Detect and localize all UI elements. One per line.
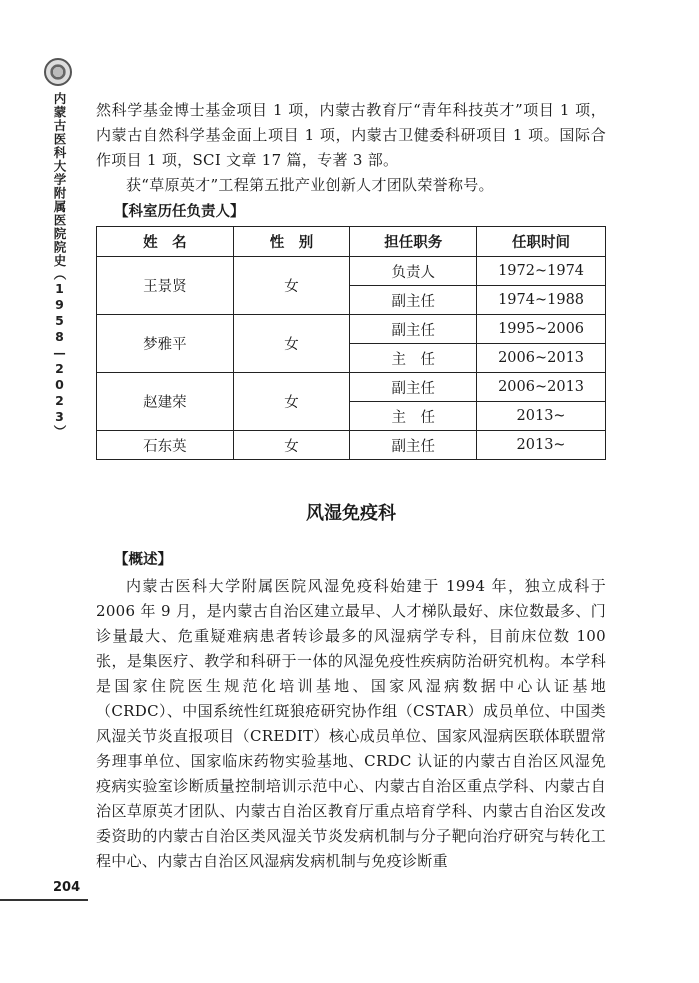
page-number-rule xyxy=(0,899,88,901)
leaders-table xyxy=(96,226,606,460)
leader-tenure-cell: 1974~1988 xyxy=(477,286,606,315)
leader-name-cell: 王景贤 xyxy=(97,257,234,315)
leader-position-cell: 负责人 xyxy=(350,257,477,286)
leader-gender-cell: 女 xyxy=(233,373,350,431)
leader-gender-cell: 女 xyxy=(233,257,350,315)
intro-paragraph: 获“草原英才”工程第五批产业创新人才团队荣誉称号。 xyxy=(126,176,494,194)
leader-position-cell: 主 任 xyxy=(350,344,477,373)
leader-position-cell: 副主任 xyxy=(350,373,477,402)
leader-position-cell: 副主任 xyxy=(350,431,477,460)
department-title: 风湿免疫科 xyxy=(306,503,396,524)
leader-position-cell: 副主任 xyxy=(350,315,477,344)
leaders-section-label: 【科室历任负责人】 xyxy=(114,204,245,220)
overview-paragraph: 内蒙古医科大学附属医院风湿免疫科始建于 1994 年，独立成科于 2006 年 9 月，是内蒙古自治区建立最早、人才梯队最好、床位数最多、门诊量最大、危重疑难病患者转诊最多的风湿病学专科，目前床位数 100 张，是集医疗、教学和科研于一体的风湿免疫性疾病防治研究机构。本学科是国家住院医生规范化培训基地、国家风湿病数据中心认证基地（CRDC）、中国系统性红斑狼疮研究协作组（CSTAR）成员单位、中国类风湿关节炎直报项目（CREDIT）核心成员单位、国家风湿病医联体联盟常务理事单位、国家临床药物实验基地、CRDC 认证的内蒙古自治区风湿免疫病实验室诊断质量控制培训示范中心、内蒙古自治区重点学科、内蒙古自治区草原英才团队、内蒙古自治区教育厅重点培育学科、内蒙古自治区发改委资助的内蒙古自治区类风湿关节炎发病机制与分子靶向治疗研究与转化工程中心、内蒙古自治区风湿病发病机制与免疫诊断重 xyxy=(96,577,606,870)
leader-tenure-cell: 2013~ xyxy=(477,431,606,460)
leader-gender-cell: 女 xyxy=(233,315,350,373)
leader-tenure-cell: 2013~ xyxy=(477,402,606,431)
hospital-seal-icon xyxy=(44,58,72,86)
table-row xyxy=(97,431,606,460)
leader-position-cell: 主 任 xyxy=(350,402,477,431)
table-row xyxy=(97,315,606,344)
leader-tenure-cell: 2006~2013 xyxy=(477,344,606,373)
intro-paragraphs xyxy=(96,98,606,198)
header-tenure: 任职时间 xyxy=(477,227,606,257)
running-head: 内蒙古医科大学附属医院院史（1958—2023） xyxy=(52,92,67,439)
header-name: 姓 名 xyxy=(97,227,234,257)
leader-name-cell: 梦雅平 xyxy=(97,315,234,373)
leader-name-cell: 石东英 xyxy=(97,431,234,460)
table-header-row xyxy=(97,227,606,257)
table-row xyxy=(97,257,606,286)
leader-name-cell: 赵建荣 xyxy=(97,373,234,431)
header-position: 担任职务 xyxy=(350,227,477,257)
leaders-table-body xyxy=(97,257,606,460)
header-gender: 性 别 xyxy=(233,227,350,257)
overview-label: 【概述】 xyxy=(114,552,172,568)
leader-tenure-cell: 1972~1974 xyxy=(477,257,606,286)
intro-paragraph: 然科学基金博士基金项目 1 项，内蒙古教育厅“青年科技英才”项目 1 项，内蒙古自然科学基金面上项目 1 项，内蒙古卫健委科研项目 1 项。国际合作项目 1 项，SCI 文章 17 篇，专著 3 部。 xyxy=(96,101,606,169)
page-number: 204 xyxy=(53,880,81,895)
page-content xyxy=(96,98,606,874)
leader-tenure-cell: 1995~2006 xyxy=(477,315,606,344)
leader-gender-cell: 女 xyxy=(233,431,350,460)
table-row xyxy=(97,373,606,402)
leader-tenure-cell: 2006~2013 xyxy=(477,373,606,402)
leader-position-cell: 副主任 xyxy=(350,286,477,315)
